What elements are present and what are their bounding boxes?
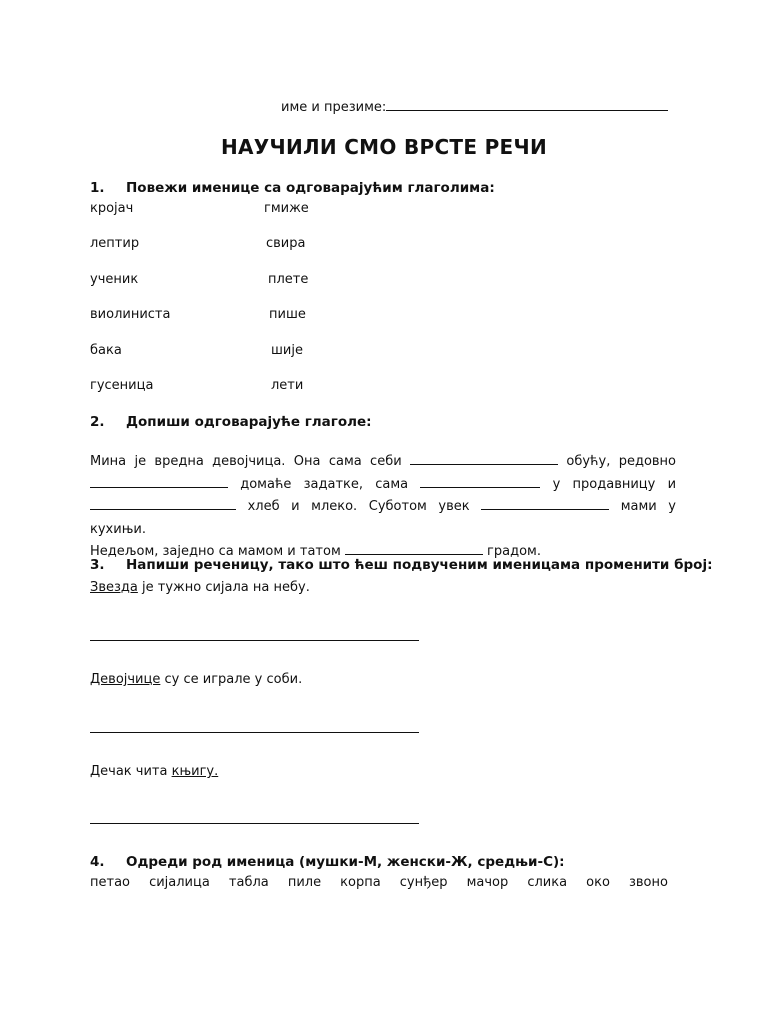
q2-line: Недељом, заједно са мамом и татом градом. bbox=[90, 541, 676, 564]
q1-noun[interactable]: виолиниста bbox=[90, 307, 171, 322]
q4-word[interactable]: звоно bbox=[628, 875, 668, 890]
q4-word[interactable]: мачор bbox=[466, 875, 509, 890]
q4-heading bbox=[90, 854, 565, 870]
q1-noun[interactable]: кројач bbox=[90, 201, 134, 216]
q3-heading bbox=[90, 557, 712, 573]
q1-verb[interactable]: плете bbox=[268, 272, 309, 287]
q2-blank[interactable] bbox=[90, 496, 236, 510]
q3-sentence-3: Дечак чита књигу. bbox=[90, 764, 219, 779]
q1-verb[interactable]: свира bbox=[266, 236, 306, 251]
q2-number: 2. bbox=[90, 414, 105, 430]
q2-blank[interactable] bbox=[345, 541, 483, 555]
q1-verb[interactable]: лети bbox=[271, 378, 304, 393]
q2-blank[interactable] bbox=[481, 496, 609, 510]
q3-sentence-2: Девојчице су се играле у соби. bbox=[90, 672, 303, 687]
q2-line: Мина је вредна девојчица. Она сама себи обућу, редовно bbox=[90, 451, 676, 474]
q1-heading bbox=[90, 180, 495, 196]
q4-text: Одреди род именица (мушки-М, женски-Ж, средњи-С): bbox=[126, 854, 565, 870]
name-label: име и презиме: bbox=[281, 100, 387, 115]
name-field[interactable] bbox=[281, 97, 668, 115]
q1-noun[interactable]: лептир bbox=[90, 236, 140, 251]
q3-answer-line-1[interactable] bbox=[90, 640, 419, 641]
q4-word[interactable]: табла bbox=[228, 875, 269, 890]
q4-word[interactable]: сунђер bbox=[399, 875, 448, 890]
q2-heading bbox=[90, 414, 372, 430]
q1-verb[interactable]: пише bbox=[269, 307, 306, 322]
underlined-noun: књигу. bbox=[171, 764, 219, 779]
q1-verb[interactable]: гмиже bbox=[264, 201, 309, 216]
q1-noun[interactable]: гусеница bbox=[90, 378, 154, 393]
q4-word[interactable]: пиле bbox=[287, 875, 322, 890]
q4-word[interactable]: корпа bbox=[340, 875, 381, 890]
q1-number: 1. bbox=[90, 180, 105, 196]
page-title: НАУЧИЛИ СМО ВРСТЕ РЕЧИ bbox=[220, 135, 548, 159]
q2-blank[interactable] bbox=[420, 474, 540, 488]
q2-blank[interactable] bbox=[410, 451, 558, 465]
q4-word[interactable]: око bbox=[586, 875, 610, 890]
q1-noun[interactable]: ученик bbox=[90, 272, 139, 287]
q4-word[interactable]: петао bbox=[90, 875, 130, 890]
q4-word[interactable]: сијалица bbox=[149, 875, 210, 890]
underlined-noun: Звезда bbox=[90, 580, 138, 595]
q2-paragraph bbox=[90, 451, 676, 564]
q1-noun[interactable]: бака bbox=[90, 343, 122, 358]
q2-text: Допиши одговарајуће глаголе: bbox=[126, 414, 372, 430]
name-blank[interactable] bbox=[386, 97, 668, 111]
q4-word[interactable]: слика bbox=[527, 875, 568, 890]
q2-blank[interactable] bbox=[90, 474, 228, 488]
q4-word-list bbox=[90, 875, 668, 890]
q2-line: домаће задатке, сама у продавницу и bbox=[90, 474, 676, 497]
underlined-noun: Девојчице bbox=[90, 672, 161, 687]
q2-line: хлеб и млеко. Суботом увек мами у кухињи. bbox=[90, 496, 676, 541]
q3-text: Напиши реченицу, тако што ћеш подвученим именицама променити број: bbox=[126, 557, 713, 573]
q3-answer-line-2[interactable] bbox=[90, 732, 419, 733]
q3-number: 3. bbox=[90, 557, 105, 573]
q1-verb[interactable]: шије bbox=[271, 343, 303, 358]
q3-answer-line-3[interactable] bbox=[90, 823, 419, 824]
q1-text: Повежи именице са одговарајућим глаголима: bbox=[126, 180, 495, 196]
q4-number: 4. bbox=[90, 854, 105, 870]
q3-sentence-1: Звезда је тужно сијала на небу. bbox=[90, 580, 310, 595]
